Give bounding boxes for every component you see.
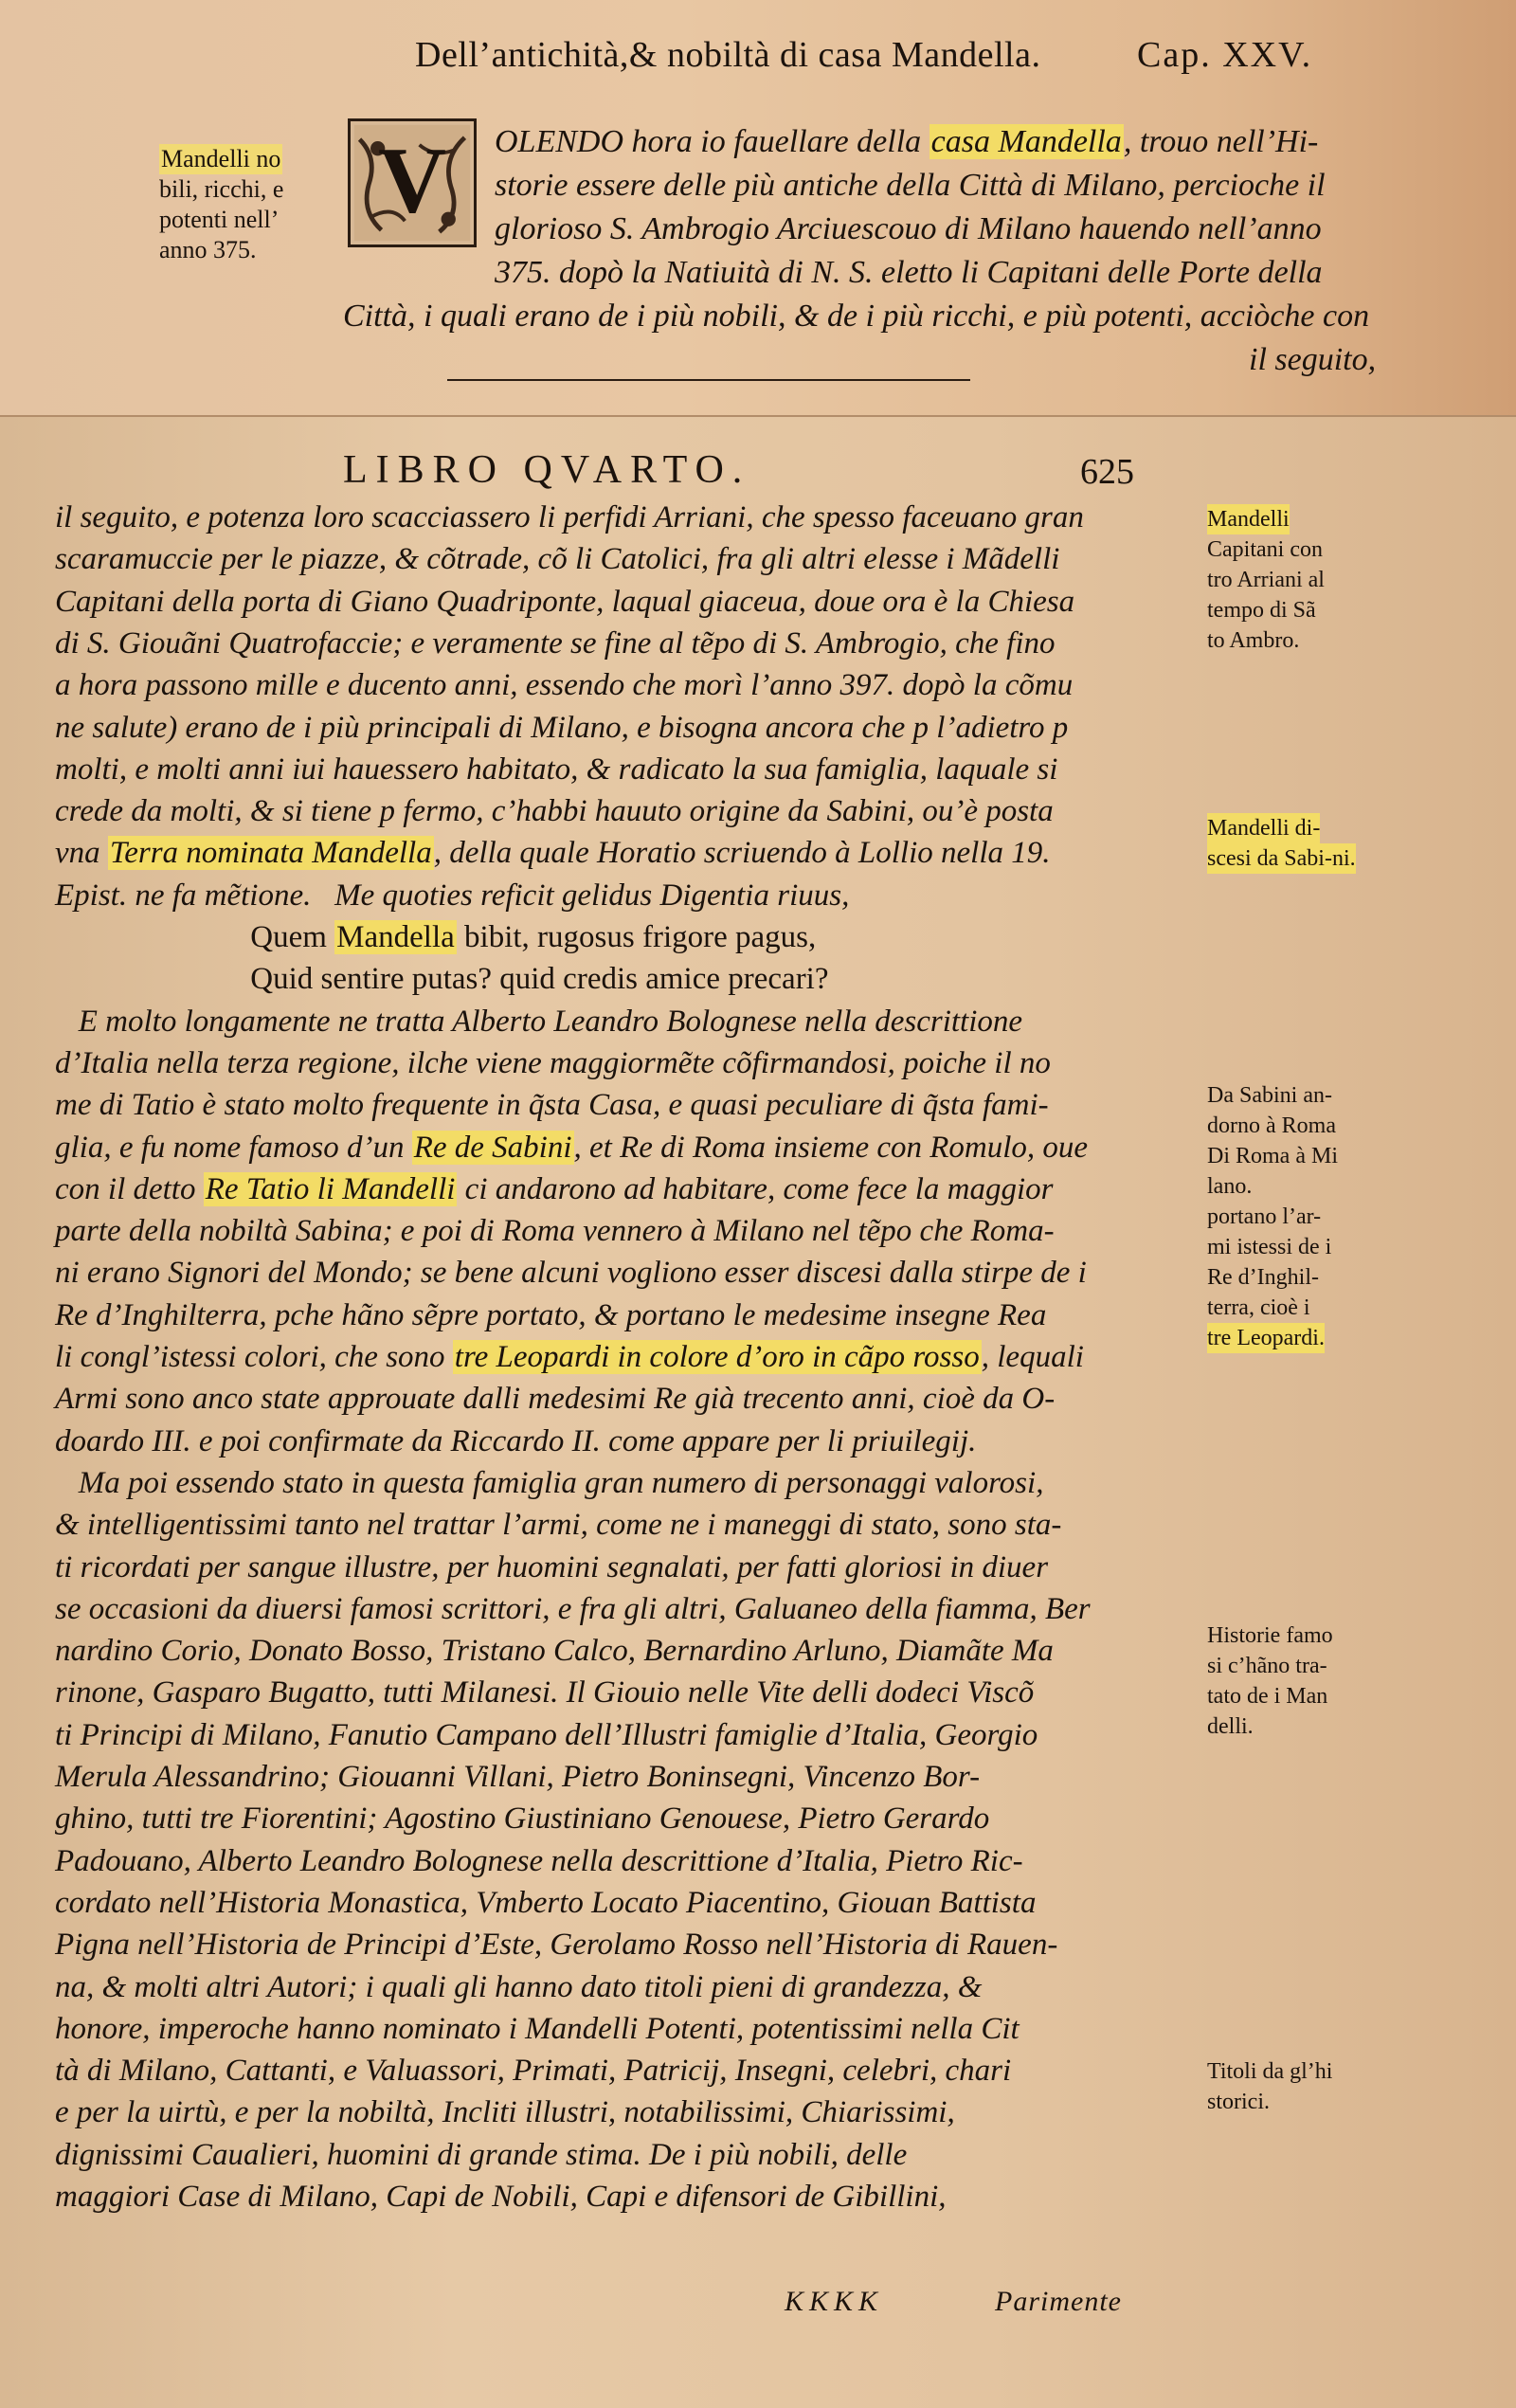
side-note-line: anno 375. bbox=[159, 236, 257, 263]
running-header-title: Dell’antichità,& nobiltà di casa Mandella. bbox=[415, 35, 1041, 75]
text-line: e per la uirtù, e per la nobiltà, Incliti illustri, notabilissimi, Chiarissimi, bbox=[55, 2095, 955, 2130]
signature-mark: KKKK bbox=[785, 2286, 884, 2317]
text-line: Ma poi essendo stato in questa famiglia gran numero di personaggi valorosi, bbox=[55, 1465, 1044, 1500]
text-line: ghino, tutti tre Fiorentini; Agostino Giustiniano Genouese, Pietro Gerardo bbox=[55, 1801, 990, 1837]
margin-note-line: delli. bbox=[1207, 1714, 1254, 1739]
text-line: molti, e molti anni iui hauessero habitato, & radicato la sua famiglia, laquale si bbox=[55, 751, 1058, 787]
text-line: rinone, Gasparo Bugatto, tutti Milanesi. Il Giouio nelle Vite delli dodeci Viscõ bbox=[55, 1675, 1035, 1711]
text-line: dignissimi Caualieri, huomini di grande stima. De i più nobili, delle bbox=[55, 2137, 908, 2172]
text-line: crede da molti, & si tiene p fermo, c’habbi hauuto origine da Sabini, ou’è posta bbox=[55, 794, 1054, 829]
decorated-initial-ornament bbox=[351, 121, 474, 244]
margin-note-line: tato de i Man bbox=[1207, 1684, 1328, 1709]
margin-note-line: Da Sabini an- bbox=[1207, 1083, 1332, 1108]
margin-note bbox=[1207, 813, 1406, 874]
initial-letter: V bbox=[378, 127, 446, 233]
text-line: nardino Corio, Donato Bosso, Tristano Calco, Bernardino Arluno, Diamãte Ma bbox=[55, 1634, 1054, 1669]
catchword: Parimente bbox=[995, 2286, 1122, 2317]
text-line: Pigna nell’Historia de Principi d’Este, Gerolamo Rosso nell’Historia di Rauen- bbox=[55, 1928, 1058, 1963]
text-line: se occasioni da diuersi famosi scrittori, e fra gli altri, Galuaneo della fiamma, Ber bbox=[55, 1591, 1091, 1626]
text-line: d’Italia nella terza regione, ilche viene maggiormẽte cõfirmandosi, poiche il no bbox=[55, 1045, 1051, 1080]
text-line: scaramuccie per le piazze, & cõtrade, cõ li Catolici, fra gli altri elesse i Mãdelli bbox=[55, 542, 1060, 577]
margin-note-line: Re d’Inghil- bbox=[1207, 1265, 1319, 1290]
text-line: na, & molti altri Autori; i quali gli hanno dato titoli pieni di grandezza, & bbox=[55, 1969, 983, 2004]
text-line: cordato nell’Historia Monastica, Vmberto Locato Piacentino, Giouan Battista bbox=[55, 1885, 1037, 1920]
margin-note-line: tempo di Sã bbox=[1207, 598, 1316, 623]
margin-note-line: Di Roma à Mi bbox=[1207, 1144, 1338, 1168]
highlighted-text: Mandella bbox=[336, 920, 455, 954]
text-line: Epist. ne fa mẽtione. Me quoties reficit gelidus Digentia riuus, bbox=[55, 878, 850, 913]
text-line: maggiori Case di Milano, Capi de Nobili, Capi e difensori de Gibillini, bbox=[55, 2180, 947, 2214]
text-line: 375. dopò la Natiuità di N. S. eletto li Capitani delle Porte della bbox=[495, 255, 1323, 290]
previous-page-fragment bbox=[0, 0, 1516, 415]
margin-note-line: terra, cioè i bbox=[1207, 1295, 1310, 1320]
highlighted-text: Re de Sabini bbox=[413, 1130, 572, 1165]
page-header bbox=[0, 447, 1516, 500]
margin-note-line: si c’hãno tra- bbox=[1207, 1654, 1327, 1678]
margin-note-line: Mandelli bbox=[1207, 504, 1290, 534]
margin-note-line: Mandelli di- bbox=[1207, 813, 1320, 843]
margin-note-line: tre Leopardi. bbox=[1207, 1323, 1325, 1353]
text-line: OLENDO hora io fauellare della casa Mandella, trouo nell’Hi- bbox=[495, 124, 1319, 159]
page-number: 625 bbox=[1080, 452, 1134, 492]
text-line: Padouano, Alberto Leandro Bolognese nella descrittione d’Italia, Pietro Ric- bbox=[55, 1843, 1023, 1878]
side-note-line: Mandelli no bbox=[161, 145, 281, 172]
running-header bbox=[415, 34, 1516, 81]
text-line: tà di Milano, Cattanti, e Valuassori, Primati, Patricij, Insegni, celebri, chari bbox=[55, 2054, 1012, 2089]
book-title: LIBRO QVARTO. bbox=[343, 448, 751, 492]
margin-note-line: dorno à Roma bbox=[1207, 1113, 1336, 1138]
text-line: E molto longamente ne tratta Alberto Leandro Bolognese nella descrittione bbox=[55, 1004, 1023, 1039]
text-line: ti Principi di Milano, Fanutio Campano dell’Illustri famiglie d’Italia, Georgio bbox=[55, 1717, 1038, 1752]
margin-note bbox=[1207, 1620, 1406, 1742]
margin-note bbox=[1207, 2056, 1406, 2117]
text-line: Re d’Inghilterra, pche hãno sẽpre portato, & portano le medesime insegne Rea bbox=[55, 1297, 1047, 1332]
margin-note-line: Historie famo bbox=[1207, 1623, 1333, 1648]
text-line: glia, e fu nome famoso d’un Re de Sabini, et Re di Roma insieme con Romulo, oue bbox=[55, 1130, 1089, 1165]
text-line: storie essere delle più antiche della Città di Milano, percioche il bbox=[495, 168, 1326, 203]
margin-note-line: scesi da Sabi- bbox=[1207, 843, 1332, 874]
margin-note-line: storici. bbox=[1207, 2090, 1270, 2114]
text-line: Armi sono anco state approuate dalli medesimi Re già trecento anni, cioè da O- bbox=[55, 1382, 1056, 1417]
highlighted-text: Re Tatio li Mandelli bbox=[205, 1171, 456, 1206]
text-line: Quid sentire putas? quid credis amice precari? bbox=[55, 962, 829, 997]
margin-note-line: ni. bbox=[1332, 843, 1356, 874]
margin-note-line: Capitani con bbox=[1207, 537, 1323, 562]
highlighted-text: tre Leopardi in colore d’oro in cãpo rosso bbox=[454, 1340, 980, 1374]
decorated-initial bbox=[348, 118, 477, 247]
margin-note-line: Titoli da gl’hi bbox=[1207, 2059, 1333, 2084]
side-note-line: bili, ricchi, e bbox=[159, 175, 284, 203]
margin-note-line: mi istessi de i bbox=[1207, 1235, 1332, 1259]
text-line: con il detto Re Tatio li Mandelli ci andarono ad habitare, come fece la maggior bbox=[55, 1171, 1054, 1206]
text-line: li congl’istessi colori, che sono tre Leopardi in colore d’oro in cãpo rosso, lequali bbox=[55, 1340, 1084, 1374]
chapter-number: Cap. XXV. bbox=[1137, 35, 1313, 75]
text-line: & intelligentissimi tanto nel trattar l’armi, come ne i maneggi di stato, sono sta- bbox=[55, 1508, 1062, 1543]
side-note bbox=[159, 144, 339, 265]
margin-note-line: portano l’ar- bbox=[1207, 1204, 1322, 1229]
text-line: vna Terra nominata Mandella, della quale Horatio scriuendo à Lollio nella 19. bbox=[55, 836, 1051, 871]
text-line: parte della nobiltà Sabina; e poi di Roma vennero à Milano nel tẽpo che Roma- bbox=[55, 1214, 1055, 1249]
margin-note bbox=[1207, 1080, 1406, 1353]
separator-rule bbox=[447, 379, 970, 381]
text-line: honore, imperoche hanno nominato i Mandelli Potenti, potentissimi nella Cit bbox=[55, 2011, 1020, 2046]
text-line: glorioso S. Ambrogio Arciuescouo di Milano hauendo nell’anno bbox=[495, 211, 1322, 246]
margin-note bbox=[1207, 504, 1406, 656]
book-page bbox=[0, 415, 1516, 2408]
text-line: ni erano Signori del Mondo; se bene alcuni vogliono esser discesi dalla stirpe de i bbox=[55, 1256, 1087, 1291]
text-line: il seguito, bbox=[1249, 342, 1377, 377]
margin-note-line: to Ambro. bbox=[1207, 628, 1300, 653]
margin-note-line: tro Arriani al bbox=[1207, 568, 1325, 592]
text-line: doardo III. e poi confirmate da Riccardo II. come appare per li priuilegij. bbox=[55, 1423, 977, 1458]
highlighted-text: Terra nominata Mandella bbox=[109, 836, 432, 871]
text-line: me di Tatio è stato molto frequente in q̃sta Casa, e quasi peculiare di q̃sta fami- bbox=[55, 1088, 1049, 1123]
text-line: Città, i quali erano de i più nobili, & de i più ricchi, e più potenti, acciòche con bbox=[343, 299, 1370, 334]
text-line: Capitani della porta di Giano Quadriponte, laqual giaceua, doue ora è la Chiesa bbox=[55, 584, 1075, 619]
text-line: ti ricordati per sangue illustre, per huomini segnalati, per fatti gloriosi in diuer bbox=[55, 1549, 1049, 1584]
text-line: a hora passono mille e ducento anni, essendo che morì l’anno 397. dopò la cõmu bbox=[55, 668, 1074, 703]
text-line: ne salute) erano de i più principali di Milano, e bisogna ancora che p l’adietro p bbox=[55, 710, 1069, 745]
text-line: Quem Mandella bibit, rugosus frigore pagus, bbox=[55, 920, 817, 954]
side-note-line: potenti nell’ bbox=[159, 206, 280, 233]
text-line: il seguito, e potenza loro scacciassero li perfidi Arriani, che spesso faceuano gran bbox=[55, 500, 1084, 534]
text-line: Merula Alessandrino; Giouanni Villani, Pietro Boninsegni, Vincenzo Bor- bbox=[55, 1760, 981, 1794]
text-line: di S. Giouãni Quatrofaccie; e veramente se fine al tẽpo di S. Ambrogio, che fino bbox=[55, 625, 1056, 661]
margin-note-line: lano. bbox=[1207, 1174, 1253, 1199]
